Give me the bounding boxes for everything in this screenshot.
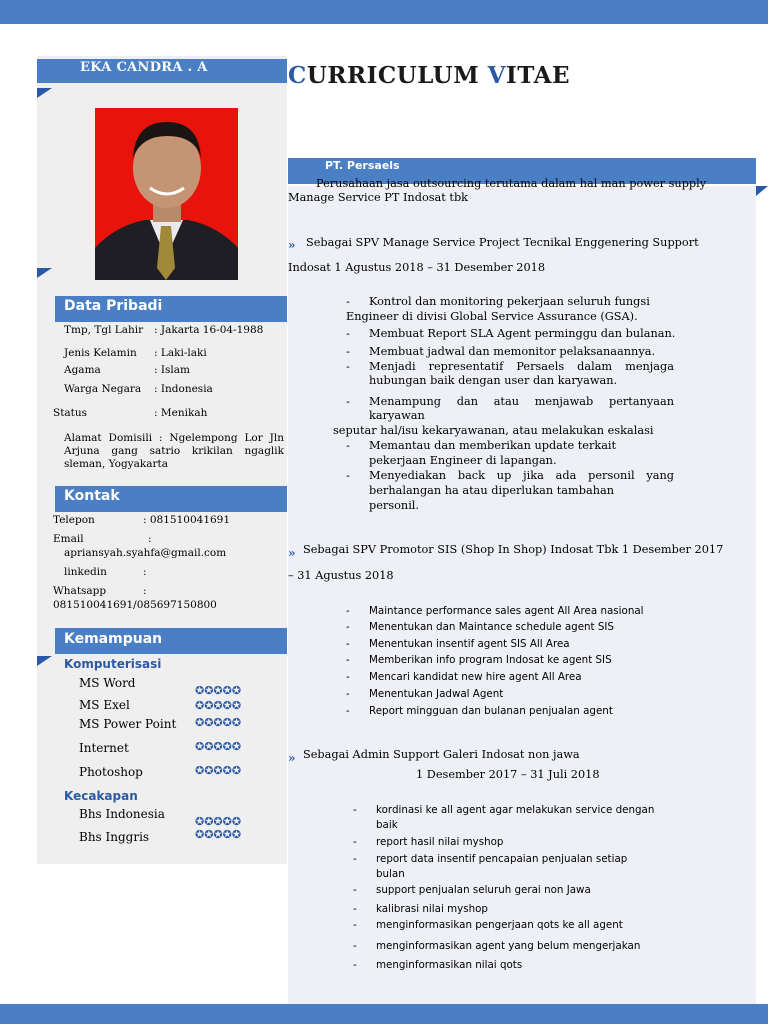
job-title: Sebagai Admin Support Galeri Indosat non jawa (303, 748, 580, 761)
dash: - (346, 327, 350, 340)
skill-rating-stars: ✪✪✪✪✪ (195, 764, 242, 777)
dash: - (346, 605, 350, 617)
dash: - (346, 469, 350, 482)
company-description: Perusahaan jasa outsourcing terutama dalam hal man power supply (316, 177, 707, 190)
profile-photo (95, 108, 238, 280)
job-duty: Maintance performance sales agent All Area nasional (369, 605, 644, 617)
value-telepon: : 081510041691 (143, 514, 231, 526)
job-duty: berhalangan ha atau diperlukan tambahan (369, 484, 615, 497)
job-period: Indosat 1 Agustus 2018 – 31 Desember 2018 (288, 261, 546, 274)
job-duty: pekerjaan Engineer di lapangan. (369, 454, 557, 467)
value-warga-negara: : Indonesia (154, 383, 213, 395)
dash: - (353, 836, 357, 848)
value-email[interactable]: apriansyah.syahfa@gmail.com (64, 547, 227, 559)
job-duty: support penjualan seluruh gerai non Jawa (376, 884, 591, 896)
company-name: PT. Persaels (325, 159, 400, 172)
language-rating-stars: ✪✪✪✪✪ (195, 815, 242, 828)
arrow-bullet-icon: » (288, 238, 296, 252)
label-agama: Agama (64, 364, 101, 376)
job-duty: Memantau dan memberikan update terkait (369, 439, 617, 452)
label-warga-negara: Warga Negara (64, 383, 142, 395)
label-ttl: Tmp, Tgl Lahir (64, 324, 144, 336)
job-duty: Menampung dan atau menjawab pertanyaan (369, 395, 674, 408)
job-duty: hubungan baik dengan user dan karyawan. (369, 374, 618, 387)
job-period: 1 Desember 2017 – 31 Juli 2018 (416, 768, 600, 781)
section-title-kemampuan: Kemampuan (64, 631, 163, 647)
job-duty: menginformasikan nilai qots (376, 959, 523, 971)
job-duty: kordinasi ke all agent agar melakukan service dengan (376, 804, 655, 816)
skill-name: MS Power Point (79, 717, 177, 731)
linkedin-colon: : (143, 566, 147, 578)
section-title-data-pribadi: Data Pribadi (64, 298, 163, 314)
arrow-bullet-icon: » (288, 546, 296, 560)
company-description: Manage Service PT Indosat tbk (288, 191, 469, 204)
job-duty: Membuat Report SLA Agent perminggu dan bulanan. (369, 327, 676, 340)
bottom-accent-bar (0, 1004, 768, 1024)
label-whatsapp: Whatsapp (53, 585, 107, 597)
dash: - (353, 919, 357, 931)
dash: - (346, 688, 350, 700)
dash: - (346, 295, 350, 308)
subheading-komputerisasi: Komputerisasi (64, 657, 162, 671)
value-agama: : Islam (154, 364, 190, 376)
job-duty: menginformasikan pengerjaan qots ke all agent (376, 919, 623, 931)
job-duty: Engineer di divisi Global Service Assurance (GSA). (346, 310, 638, 323)
job-duty: Menentukan dan Maintance schedule agent SIS (369, 621, 614, 633)
dash: - (346, 705, 350, 717)
skill-rating-stars: ✪✪✪✪✪ (195, 684, 242, 697)
job-duty: menginformasikan agent yang belum mengerjakan (376, 940, 641, 952)
dash: - (353, 940, 357, 952)
dash: - (353, 804, 357, 816)
cv-title: CURRICULUM VITAE (288, 62, 571, 89)
job-duty: bulan (376, 868, 405, 880)
top-accent-bar (0, 0, 768, 24)
job-duty: personil. (369, 499, 420, 512)
dash: - (353, 853, 357, 865)
job-duty: Membuat jadwal dan memonitor pelaksanaannya. (369, 345, 656, 358)
skill-rating-stars: ✪✪✪✪✪ (195, 699, 242, 712)
subheading-kecakapan: Kecakapan (64, 789, 138, 803)
job-duty: Kontrol dan monitoring pekerjaan seluruh fungsi (369, 295, 650, 308)
dash: - (353, 903, 357, 915)
job-duty: karyawan (369, 409, 425, 422)
job-duty: report hasil nilai myshop (376, 836, 504, 848)
dash: - (353, 959, 357, 971)
ribbon-fold (37, 88, 52, 98)
dash: - (346, 638, 350, 650)
job-duty: Menjadi representatif Persaels dalam menjaga (369, 360, 674, 373)
dash: - (346, 654, 350, 666)
job-duty: baik (376, 819, 398, 831)
value-status: : Menikah (154, 407, 208, 419)
value-ttl: : Jakarta 16-04-1988 (154, 324, 264, 336)
job-duty: Mencari kandidat new hire agent All Area (369, 671, 582, 683)
skill-name: Photoshop (79, 765, 143, 779)
job-title: Sebagai SPV Promotor SIS (Shop In Shop) Indosat Tbk 1 Desember 2017 (303, 543, 724, 556)
address-text: Alamat Domisili : Ngelempong Lor Jln Arjuna gang satrio krikilan ngaglik sleman, Yogyakarta (64, 432, 284, 470)
ribbon-fold (37, 268, 52, 278)
label-jenis-kelamin: Jenis Kelamin (64, 347, 137, 359)
label-linkedin: linkedin (64, 566, 107, 578)
job-duty: kalibrasi nilai myshop (376, 903, 488, 915)
label-email: Email (53, 533, 84, 545)
job-duty: Menentukan insentif agent SIS All Area (369, 638, 570, 650)
dash: - (346, 345, 350, 358)
arrow-bullet-icon: » (288, 751, 296, 765)
skill-name: MS Word (79, 676, 136, 690)
job-title: Sebagai SPV Manage Service Project Tecnikal Enggenering Support (306, 236, 699, 249)
whatsapp-colon: : (143, 585, 147, 597)
email-colon: : (148, 533, 152, 545)
skill-name: Internet (79, 741, 129, 755)
ribbon-fold (37, 656, 52, 666)
language-name: Bhs Indonesia (79, 807, 165, 821)
section-title-kontak: Kontak (64, 488, 120, 504)
label-telepon: Telepon (53, 514, 95, 526)
value-whatsapp: 081510041691/085697150800 (53, 599, 217, 611)
skill-name: MS Exel (79, 698, 130, 712)
job-period: – 31 Agustus 2018 (288, 569, 394, 582)
person-name: EKA CANDRA . A (80, 60, 208, 75)
dash: - (346, 671, 350, 683)
value-jenis-kelamin: : Laki-laki (154, 347, 207, 359)
label-status: Status (53, 407, 88, 419)
dash: - (353, 884, 357, 896)
dash: - (346, 439, 350, 452)
dash: - (346, 621, 350, 633)
skill-rating-stars: ✪✪✪✪✪ (195, 740, 242, 753)
job-duty: Memberikan info program Indosat ke agent SIS (369, 654, 612, 666)
language-rating-stars: ✪✪✪✪✪ (195, 828, 242, 841)
dash: - (346, 360, 350, 373)
job-duty: report data insentif pencapaian penjualan setiap (376, 853, 628, 865)
language-name: Bhs Inggris (79, 830, 150, 844)
dash: - (346, 395, 350, 408)
skill-rating-stars: ✪✪✪✪✪ (195, 716, 242, 729)
job-duty: seputar hal/isu kekaryawanan, atau melakukan eskalasi (333, 424, 654, 437)
job-duty: Report mingguan dan bulanan penjualan agent (369, 705, 613, 717)
ribbon-fold (756, 186, 768, 196)
job-duty: Menentukan Jadwal Agent (369, 688, 504, 700)
job-duty: Menyediakan back up jika ada personil yang (369, 469, 674, 482)
experience-panel (288, 186, 756, 1004)
